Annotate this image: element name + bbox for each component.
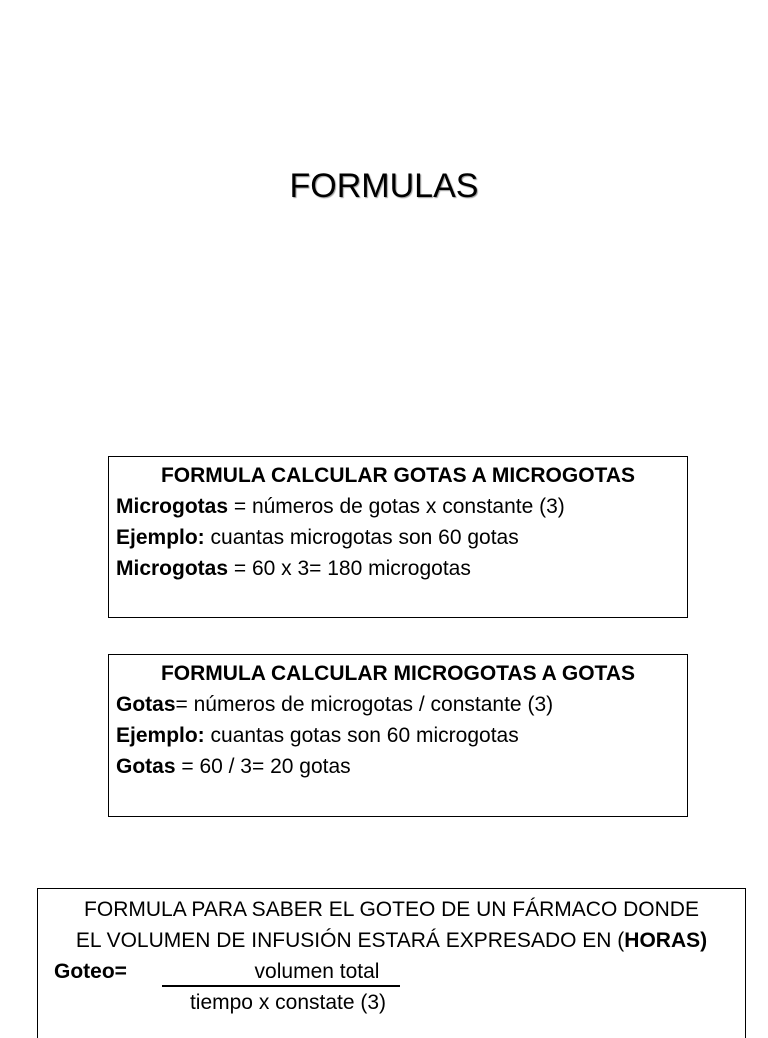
term-label: Gotas xyxy=(116,693,176,716)
example-label: Ejemplo: xyxy=(116,526,205,549)
formula-line xyxy=(109,689,687,720)
example-label: Ejemplo: xyxy=(116,724,205,747)
goteo-heading-line1: FORMULA PARA SABER EL GOTEO DE UN FÁRMACO DONDE xyxy=(84,898,699,921)
example-line xyxy=(109,522,687,553)
result-line xyxy=(109,751,687,782)
result-label: Microgotas xyxy=(116,557,229,580)
formula-heading: FORMULA CALCULAR MICROGOTAS A GOTAS xyxy=(160,662,635,685)
example-line xyxy=(109,720,687,751)
term-label: Microgotas xyxy=(116,495,229,518)
fraction-numerator: volumen total xyxy=(254,960,380,983)
goteo-heading-line2 xyxy=(38,925,745,956)
fraction-denominator: tiempo x constate (3) xyxy=(189,991,387,1014)
example-text: cuantas gotas son 60 microgotas xyxy=(204,724,519,747)
result-text: = 60 / 3= 20 gotas xyxy=(175,755,351,778)
term-text: = números de gotas x constante (3) xyxy=(228,495,565,518)
goteo-fraction xyxy=(38,956,745,1018)
result-line xyxy=(109,553,687,584)
goteo-heading-text: EL VOLUMEN DE INFUSIÓN ESTARÁ EXPRESADO EN ( xyxy=(75,929,625,952)
goteo-label: Goteo= xyxy=(54,960,127,983)
formula-heading: FORMULA CALCULAR GOTAS A MICROGOTAS xyxy=(160,464,635,487)
formula-line xyxy=(109,491,687,522)
goteo-heading-bold: HORAS) xyxy=(624,929,708,952)
example-text: cuantas microgotas son 60 gotas xyxy=(204,526,519,549)
page-title: FORMULAS xyxy=(289,167,479,205)
formula-box-microgotas-a-gotas xyxy=(108,654,688,817)
term-text: = números de microgotas / constante (3) xyxy=(175,693,554,716)
result-label: Gotas xyxy=(116,755,176,778)
result-text: = 60 x 3= 180 microgotas xyxy=(228,557,471,580)
formula-box-goteo xyxy=(37,888,746,1038)
formula-box-gotas-a-microgotas xyxy=(108,456,688,618)
